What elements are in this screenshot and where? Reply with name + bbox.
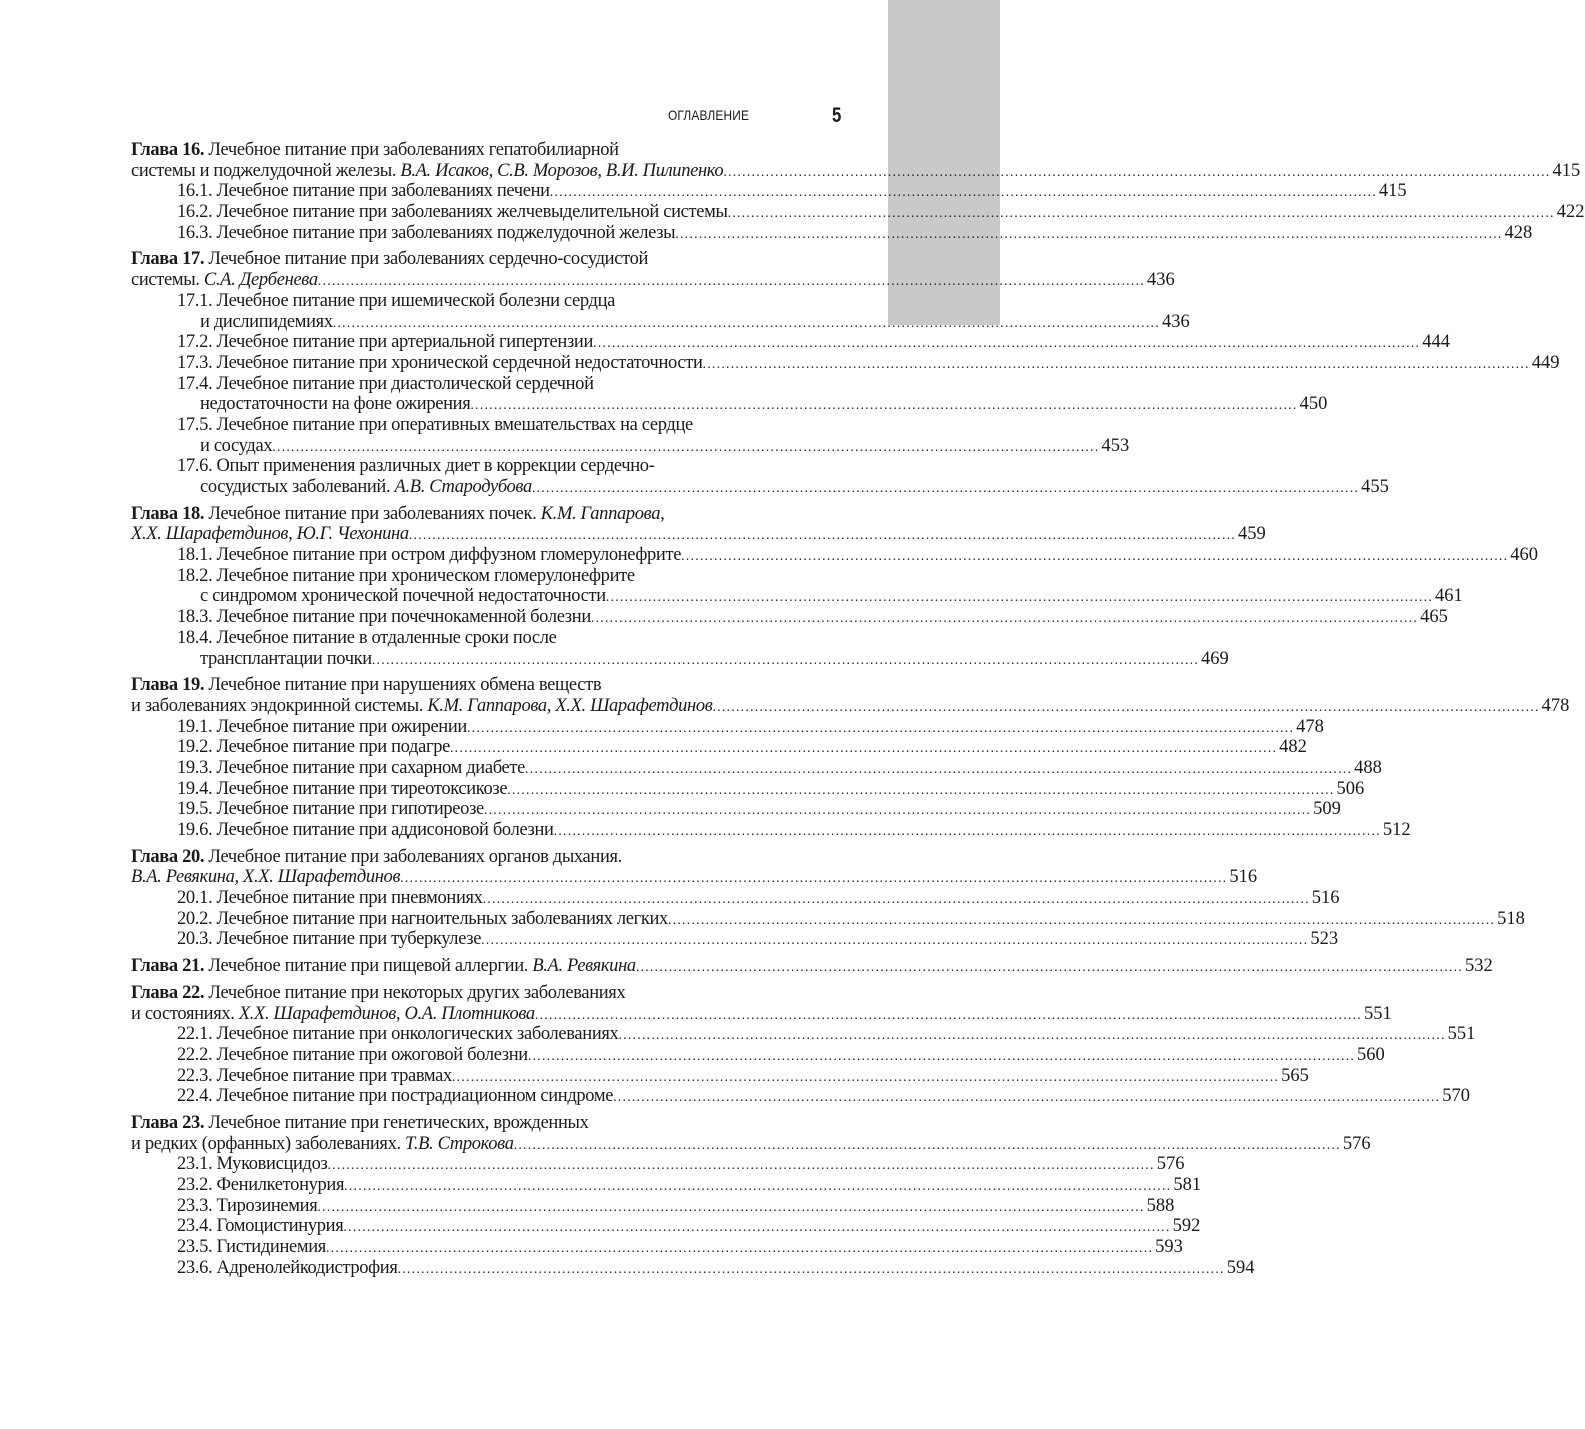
entry-text [177, 1154, 327, 1175]
entry-title: 18.3. Лечебное питание при почечнокаменной болезни [177, 607, 591, 628]
entry-page-number: 415 [1552, 160, 1581, 181]
entry-title: 17.5. Лечебное питание при оперативных вмешательствах на сердце [177, 414, 693, 435]
entry-page-number: 565 [1281, 1065, 1309, 1086]
entry-title: и сосудах [200, 435, 273, 456]
entry-text [177, 456, 655, 477]
entry-title: системы и поджелудочной железы. [131, 160, 401, 181]
entry-title: Лечебное питание при заболеваниях сердечно-сосудистой [204, 249, 649, 270]
entry-title: 19.1. Лечебное питание при ожирении [177, 716, 467, 737]
dot-leader [507, 781, 1334, 802]
entry-page-number: 512 [1382, 820, 1411, 840]
entry-title: 16.2. Лечебное питание при заболеваниях желчевыделительной системы [177, 202, 728, 223]
toc-entry-line [131, 456, 843, 477]
entry-text [177, 717, 467, 738]
entry-text [131, 675, 601, 696]
running-header-title: ОГЛАВЛЕНИЕ [668, 107, 750, 123]
entry-page-number: 478 [1296, 716, 1324, 737]
dot-leader [409, 526, 1236, 547]
entry-page-number: 478 [1541, 695, 1570, 716]
toc-entry-line [131, 675, 843, 696]
entry-page-number: 551 [1364, 1003, 1392, 1024]
entry-text [131, 524, 409, 545]
entry-text [200, 436, 272, 457]
toc-entry-line [131, 291, 843, 312]
entry-text [177, 223, 675, 244]
toc-entry-line[interactable] [131, 222, 1533, 244]
dot-leader [712, 698, 1539, 719]
entry-page-number: 588 [1146, 1195, 1175, 1216]
entry-title: и редких (орфанных) заболеваниях. [131, 1133, 406, 1154]
entry-text [177, 1175, 344, 1196]
toc-entry-line [131, 374, 843, 395]
entry-text [177, 1024, 618, 1045]
dot-leader [467, 719, 1294, 740]
entry-page-number: 593 [1155, 1237, 1183, 1258]
toc-entry-line[interactable] [131, 1154, 1185, 1175]
toc-entry-line[interactable] [131, 1175, 1202, 1196]
toc-entry-line [131, 415, 843, 436]
entry-title: 19.5. Лечебное питание при гипотиреозе [177, 799, 484, 820]
chapter-label: Глава 21. [131, 956, 205, 977]
dot-leader [483, 890, 1310, 911]
toc-entry-line [131, 983, 843, 1004]
entry-title: Лечебное питание при пищевой аллергии. [204, 956, 533, 977]
dot-leader [532, 479, 1359, 500]
toc-entry-line [131, 249, 843, 270]
entry-text [200, 477, 532, 498]
chapter-label: Глава 16. [131, 140, 205, 160]
entry-text [131, 867, 400, 888]
entry-page-number: 532 [1465, 956, 1493, 977]
dot-leader [525, 760, 1352, 781]
chapter-label: Глава 19. [131, 675, 205, 696]
entry-page-number: 428 [1504, 222, 1533, 243]
dot-leader [343, 1218, 1170, 1239]
entry-page-number: 460 [1510, 545, 1539, 566]
toc-entry-line[interactable] [131, 524, 1266, 545]
toc-entry-line[interactable] [131, 332, 1450, 353]
entry-page-number: 509 [1313, 799, 1341, 820]
entry-title: 19.2. Лечебное питание при подагре [177, 737, 450, 758]
entry-text [177, 1045, 528, 1066]
entry-authors: Х.Х. Шарафетдинов, Ю.Г. Чехонина [131, 524, 409, 545]
entry-page-number: 488 [1354, 757, 1382, 778]
entry-title: 23.3. Тирозинемия [177, 1195, 318, 1216]
entry-page-number: 576 [1342, 1133, 1371, 1154]
entry-title: 23.2. Фенилкетонурия [177, 1175, 345, 1195]
entry-text [177, 607, 591, 628]
entry-title: 22.4. Лечебное питание при пострадиационном синдроме [177, 1086, 614, 1107]
entry-title: 17.2. Лечебное питание при артериальной гипертензии [177, 332, 594, 353]
entry-title: системы. [131, 270, 204, 291]
entry-text [200, 394, 470, 415]
toc-entry-line[interactable] [131, 1257, 1255, 1279]
entry-text [131, 270, 318, 291]
dot-leader [514, 1136, 1341, 1157]
dot-leader [326, 1239, 1153, 1260]
toc-chapter [131, 140, 1585, 243]
entry-page-number: 444 [1422, 332, 1450, 353]
toc-chapter [131, 675, 1570, 841]
dot-leader [450, 739, 1277, 760]
entry-title: 20.3. Лечебное питание при туберкулезе [177, 929, 482, 950]
entry-text [200, 312, 333, 333]
entry-page-number: 523 [1310, 929, 1339, 950]
entry-title: Лечебное питание при некоторых других заболеваниях [204, 982, 626, 1003]
entry-text [200, 586, 606, 607]
dot-leader [452, 1068, 1279, 1089]
toc-entry-line [131, 1113, 843, 1134]
entry-text [177, 415, 693, 436]
entry-page-number: 516 [1229, 867, 1258, 888]
entry-title: 19.3. Лечебное питание при сахарном диабете [177, 757, 525, 778]
entry-title: Лечебное питание при заболеваниях гепатобилиарной [204, 140, 619, 160]
dot-leader [606, 588, 1433, 609]
entry-page-number: 461 [1435, 586, 1463, 607]
dot-leader [400, 869, 1227, 890]
entry-text [131, 504, 664, 525]
entry-authors: К.М. Гаппарова, Х.Х. Шарафетдинов [427, 695, 713, 716]
entry-page-number: 453 [1101, 435, 1130, 456]
toc-entry-line[interactable] [131, 1195, 1175, 1217]
entry-text [177, 929, 481, 950]
toc-entry-line[interactable] [131, 1086, 1471, 1107]
chapter-label: Глава 20. [131, 846, 205, 867]
dot-leader [636, 958, 1463, 979]
entry-title: 19.6. Лечебное питание при аддисоновой болезни [177, 820, 554, 840]
entry-text [177, 566, 635, 587]
dot-leader [398, 1260, 1225, 1281]
toc-entry-line[interactable] [131, 181, 1407, 202]
entry-title: 22.1. Лечебное питание при онкологических заболеваниях [177, 1024, 619, 1045]
entry-text [131, 847, 622, 868]
toc-chapter [131, 982, 1476, 1107]
toc-entry-line [131, 504, 843, 525]
entry-title: 17.3. Лечебное питание при хронической сердечной недостаточности [177, 352, 703, 373]
entry-page-number: 422 [1556, 202, 1585, 223]
toc-entry-line[interactable] [131, 586, 1463, 607]
entry-text [131, 983, 625, 1004]
toc-entry-line[interactable] [131, 352, 1560, 374]
entry-text [177, 202, 728, 223]
entry-authors: С.А. Дербенева [203, 270, 318, 291]
toc-entry-line[interactable] [131, 1003, 1392, 1025]
entry-page-number: 450 [1299, 394, 1328, 415]
entry-text [177, 779, 507, 800]
entry-title: с синдромом хронической почечной недостаточности [200, 586, 606, 607]
entry-title: 22.2. Лечебное питание при ожоговой болезни [177, 1044, 528, 1065]
entry-page-number: 551 [1447, 1024, 1476, 1045]
toc-entry-line[interactable] [131, 607, 1448, 628]
entry-title: Лечебное питание при нарушениях обмена веществ [204, 675, 602, 696]
entry-page-number: 581 [1173, 1175, 1202, 1195]
dot-leader [470, 396, 1297, 417]
chapter-label: Глава 17. [131, 249, 205, 270]
dot-leader [344, 1177, 1171, 1198]
toc-entry-line[interactable] [131, 160, 1581, 182]
toc-chapter [131, 249, 1560, 497]
entry-text [131, 696, 712, 717]
entry-text [131, 161, 723, 182]
toc-entry-line[interactable] [131, 695, 1570, 717]
toc-entry-line [131, 140, 843, 161]
entry-text [177, 909, 668, 930]
dot-leader [535, 1006, 1362, 1027]
entry-title: 17.1. Лечебное питание при ишемической болезни сердца [177, 290, 615, 311]
entry-title: 18.1. Лечебное питание при остром диффузном гломерулонефрите [177, 545, 682, 566]
entry-page-number: 415 [1378, 181, 1407, 202]
entry-page-number: 570 [1442, 1086, 1471, 1107]
dot-leader [618, 1026, 1445, 1047]
entry-title: 20.2. Лечебное питание при нагноительных заболеваниях легких [177, 908, 668, 929]
entry-text [177, 820, 554, 841]
dot-leader [327, 1156, 1154, 1177]
dot-leader [484, 801, 1311, 822]
toc-entry-line[interactable] [131, 1133, 1371, 1155]
dot-leader [675, 225, 1502, 246]
toc-entry-line[interactable] [131, 929, 1339, 950]
entry-title: сосудистых заболеваний. [200, 477, 395, 497]
toc-entry-line[interactable] [131, 820, 1411, 841]
toc-chapter [131, 846, 1525, 950]
entry-text [177, 1216, 343, 1237]
toc-entry-line [131, 628, 843, 649]
entry-text [177, 353, 703, 374]
entry-text [177, 1258, 398, 1279]
dot-leader [528, 1047, 1355, 1068]
entry-title: 23.1. Муковисцидоз [177, 1154, 328, 1175]
entry-title: 16.3. Лечебное питание при заболеваниях поджелудочной железы [177, 222, 676, 243]
toc-entry-line[interactable] [131, 545, 1539, 566]
entry-title: 18.2. Лечебное питание при хроническом гломерулонефрите [177, 565, 635, 586]
toc-entry-line[interactable] [131, 867, 1258, 888]
entry-title: и дислипидемиях [200, 311, 333, 332]
entry-text [177, 374, 594, 395]
entry-page-number: 560 [1357, 1044, 1385, 1065]
dot-leader [668, 911, 1495, 932]
entry-title: 17.6. Опыт применения различных диет в коррекции сердечно- [177, 456, 655, 477]
entry-page-number: 594 [1226, 1257, 1255, 1278]
toc-chapter [131, 503, 1539, 670]
entry-authors: Т.В. Строкова [405, 1133, 514, 1154]
dot-leader [317, 1198, 1144, 1219]
dot-leader [318, 272, 1145, 293]
entry-text [177, 545, 681, 566]
entry-text [177, 628, 556, 649]
entry-title: 23.4. Гомоцистинурия [177, 1216, 344, 1237]
entry-text [177, 758, 525, 779]
entry-page-number: 592 [1172, 1216, 1201, 1237]
entry-page-number: 482 [1279, 737, 1307, 758]
entry-title: и состояниях. [131, 1003, 239, 1024]
toc-entry-line[interactable] [131, 648, 1229, 670]
entry-title: Лечебное питание при заболеваниях органов дыхания. [204, 846, 622, 867]
entry-title: Лечебное питание при заболеваниях почек. [204, 503, 541, 524]
dot-leader [593, 334, 1420, 355]
toc-entry-line[interactable] [131, 888, 1340, 909]
toc-entry-line[interactable] [131, 1024, 1476, 1045]
toc-entry-line[interactable] [131, 202, 1585, 223]
entry-text [177, 1086, 613, 1107]
dot-leader [613, 1088, 1440, 1109]
entry-authors: А.В. Стародубова [394, 477, 532, 497]
page-number: 5 [832, 104, 842, 127]
dot-leader [681, 547, 1508, 568]
entry-text [177, 332, 593, 353]
entry-text [177, 1196, 317, 1217]
dot-leader [554, 822, 1381, 843]
toc-entry-line[interactable] [131, 1044, 1385, 1066]
entry-page-number: 436 [1146, 270, 1175, 291]
entry-text [200, 649, 372, 670]
dot-leader [550, 183, 1377, 204]
toc-entry-line[interactable] [131, 956, 1493, 977]
toc-entry-line[interactable] [131, 778, 1365, 800]
entry-text [131, 140, 619, 161]
toc-entry-line[interactable] [131, 270, 1175, 291]
toc-entry-line[interactable] [131, 1237, 1183, 1258]
entry-title: 16.1. Лечебное питание при заболеваниях печени [177, 181, 550, 202]
chapter-label: Глава 18. [131, 503, 205, 524]
toc-entry-line[interactable] [131, 1216, 1201, 1237]
entry-title: трансплантации почки [200, 648, 372, 669]
chapter-label: Глава 23. [131, 1112, 205, 1133]
entry-text [177, 291, 615, 312]
entry-title: 20.1. Лечебное питание при пневмониях [177, 888, 483, 909]
toc-entry-line[interactable] [131, 799, 1341, 820]
entry-authors: Х.Х. Шарафетдинов, О.А. Плотникова [238, 1003, 535, 1024]
entry-text [131, 1113, 589, 1134]
dot-leader [723, 163, 1550, 184]
entry-text [177, 799, 484, 820]
toc-entry-line[interactable] [131, 716, 1324, 738]
entry-title: 19.4. Лечебное питание при тиреотоксикозе [177, 778, 508, 799]
table-of-contents [131, 140, 1585, 1284]
toc-entry-line[interactable] [131, 757, 1382, 779]
entry-page-number: 465 [1420, 607, 1448, 628]
entry-authors: К.М. Гаппарова, [540, 503, 665, 524]
dot-leader [481, 931, 1308, 952]
toc-chapter [131, 1112, 1371, 1279]
entry-title: недостаточности на фоне ожирения [200, 394, 471, 415]
entry-text [131, 1134, 514, 1155]
entry-page-number: 469 [1201, 648, 1229, 669]
toc-entry-line [131, 566, 843, 587]
entry-page-number: 455 [1361, 477, 1389, 497]
entry-title: 23.6. Адренолейкодистрофия [177, 1257, 398, 1278]
chapter-label: Глава 22. [131, 982, 205, 1003]
entry-title: 22.3. Лечебное питание при травмах [177, 1065, 452, 1086]
toc-entry-line[interactable] [131, 908, 1525, 930]
entry-page-number: 436 [1161, 311, 1190, 332]
dot-leader [591, 609, 1418, 630]
entry-text [131, 956, 636, 977]
entry-page-number: 576 [1156, 1154, 1185, 1175]
entry-title: 18.4. Лечебное питание в отдаленные сроки после [177, 627, 557, 648]
entry-page-number: 506 [1336, 778, 1365, 799]
entry-text [177, 737, 450, 758]
dot-leader [333, 314, 1160, 335]
entry-page-number: 516 [1311, 888, 1340, 909]
dot-leader [272, 438, 1099, 459]
entry-text [177, 1237, 326, 1258]
toc-chapter [131, 956, 1493, 977]
entry-text [177, 181, 550, 202]
entry-text [177, 1066, 452, 1087]
entry-authors: В.А. Исаков, С.В. Морозов, В.И. Пилипенко [400, 160, 724, 181]
entry-text [177, 888, 483, 909]
entry-authors: В.А. Ревякина, Х.Х. Шарафетдинов [131, 867, 401, 888]
entry-page-number: 459 [1237, 524, 1266, 545]
dot-leader [728, 204, 1555, 225]
entry-page-number: 518 [1497, 908, 1525, 929]
toc-entry-line[interactable] [131, 311, 1190, 333]
entry-title: 23.5. Гистидинемия [177, 1237, 326, 1258]
entry-text [131, 249, 648, 270]
entry-text [131, 1004, 535, 1025]
toc-entry-line[interactable] [131, 435, 1130, 457]
entry-authors: В.А. Ревякина [532, 956, 636, 977]
toc-entry-line[interactable] [131, 477, 1389, 498]
entry-title: 17.4. Лечебное питание при диастолической сердечной [177, 373, 594, 394]
toc-entry-line [131, 847, 843, 868]
toc-entry-line[interactable] [131, 394, 1328, 415]
entry-title: и заболеваниях эндокринной системы. [131, 695, 428, 716]
dot-leader [703, 355, 1530, 376]
toc-entry-line[interactable] [131, 737, 1307, 758]
toc-entry-line[interactable] [131, 1065, 1309, 1087]
dot-leader [372, 651, 1199, 672]
entry-title: Лечебное питание при генетических, врожденных [204, 1112, 589, 1133]
entry-page-number: 449 [1531, 352, 1560, 373]
